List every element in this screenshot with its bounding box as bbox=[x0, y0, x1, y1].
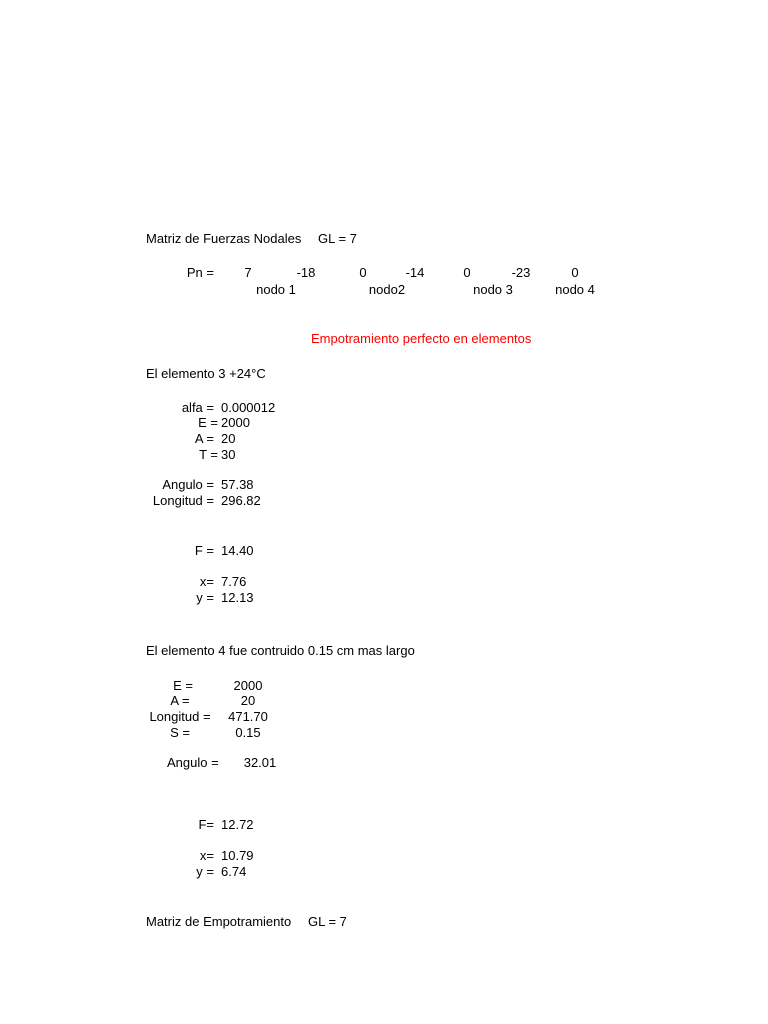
element3-y-value: 12.13 bbox=[221, 590, 254, 605]
element3-param-value: 2000 bbox=[221, 415, 250, 430]
element3-length-value: 296.82 bbox=[221, 493, 261, 508]
empotramiento-heading: Empotramiento perfecto en elementos bbox=[311, 331, 532, 346]
element3-x-value: 7.76 bbox=[221, 574, 247, 589]
element4-force-value: 12.72 bbox=[221, 817, 254, 832]
gl-label: GL = 7 bbox=[308, 914, 347, 929]
element4-param-value: 471.70 bbox=[228, 709, 268, 724]
element3-param-value: 30 bbox=[221, 447, 236, 462]
element3-param-value: 0.000012 bbox=[221, 400, 276, 415]
element4-x-value: 10.79 bbox=[221, 848, 254, 863]
node-label: nodo 3 bbox=[473, 282, 513, 297]
element4-param-value: 0.15 bbox=[235, 725, 261, 740]
section-title-fuerzas-nodales: Matriz de Fuerzas Nodales bbox=[146, 231, 302, 246]
element3-param-label: alfa = bbox=[181, 400, 214, 415]
element3-title: El elemento 3 +24°C bbox=[146, 366, 266, 381]
element4-param-label: S = bbox=[170, 725, 190, 740]
pn-value: 0 bbox=[359, 265, 367, 280]
element3-force-label: F = bbox=[194, 543, 214, 558]
pn-value: 0 bbox=[571, 265, 579, 280]
pn-value: -14 bbox=[405, 265, 425, 280]
element4-angle-label: Angulo = bbox=[167, 755, 219, 770]
element4-force-label: F= bbox=[198, 817, 214, 832]
element3-y-label: y = bbox=[196, 590, 214, 605]
node-label: nodo 4 bbox=[555, 282, 595, 297]
element3-angle-value: 57.38 bbox=[221, 477, 254, 492]
element3-x-label: x= bbox=[199, 574, 214, 589]
section-title-empotramiento: Matriz de Empotramiento bbox=[146, 914, 292, 929]
element4-title: El elemento 4 fue contruido 0.15 cm mas largo bbox=[146, 643, 415, 658]
pn-value: -23 bbox=[511, 265, 531, 280]
element4-y-value: 6.74 bbox=[221, 864, 247, 879]
element4-x-label: x= bbox=[199, 848, 214, 863]
element4-param-label: A = bbox=[170, 693, 190, 708]
pn-label: Pn = bbox=[186, 265, 214, 280]
node-label: nodo 1 bbox=[256, 282, 296, 297]
element3-param-label: A = bbox=[194, 431, 214, 446]
element4-param-value: 20 bbox=[240, 693, 256, 708]
element4-param-label: E = bbox=[173, 678, 193, 693]
node-label: nodo2 bbox=[368, 282, 406, 297]
pn-value: 7 bbox=[244, 265, 252, 280]
element4-param-value: 2000 bbox=[233, 678, 263, 693]
element3-param-value: 20 bbox=[221, 431, 236, 446]
element3-length-label: Longitud = bbox=[152, 493, 214, 508]
element3-param-label: T = bbox=[199, 447, 218, 462]
element4-y-label: y = bbox=[196, 864, 214, 879]
element4-param-label: Longitud = bbox=[149, 709, 211, 724]
element3-angle-label: Angulo = bbox=[162, 477, 214, 492]
pn-value: -18 bbox=[296, 265, 316, 280]
pn-value: 0 bbox=[463, 265, 471, 280]
element3-param-label: E = bbox=[198, 415, 218, 430]
element3-force-value: 14.40 bbox=[221, 543, 254, 558]
element4-angle-value: 32.01 bbox=[243, 755, 277, 770]
gl-label: GL = 7 bbox=[318, 231, 357, 246]
